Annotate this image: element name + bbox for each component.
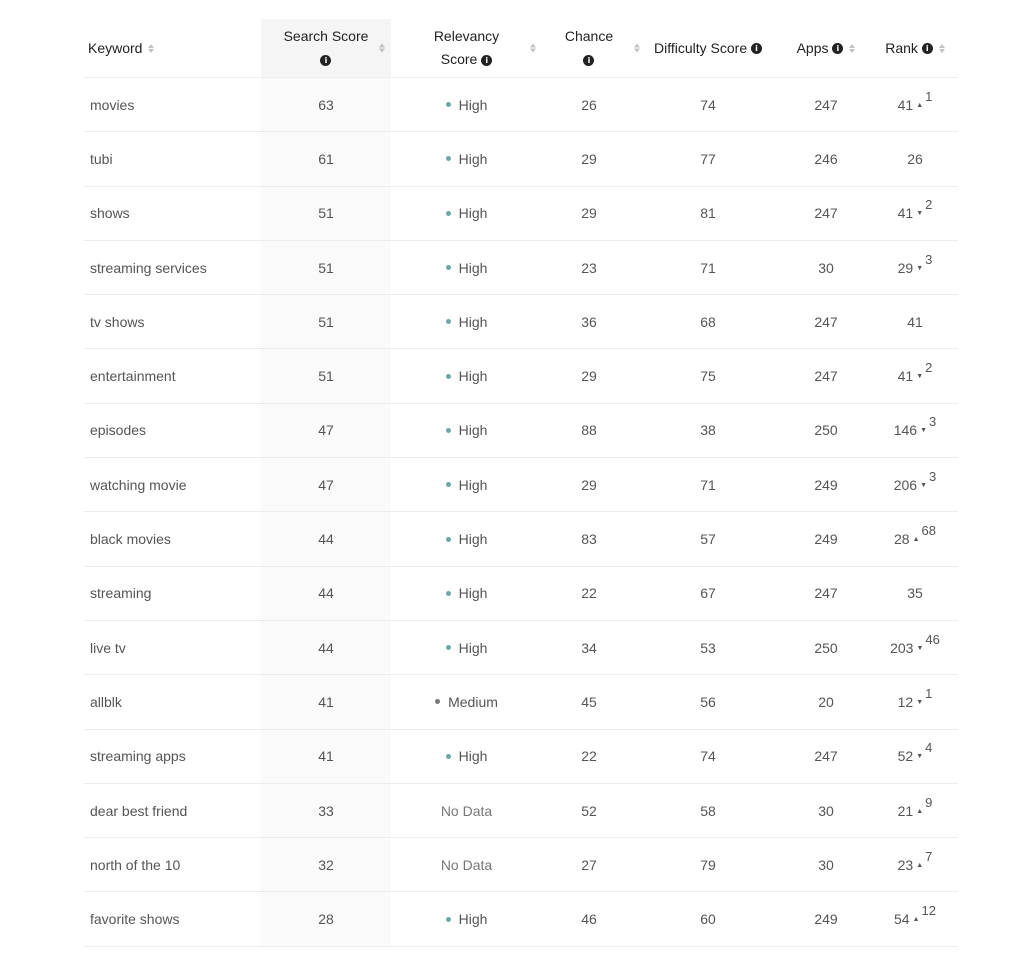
info-icon[interactable]: i [481,55,492,66]
relevancy-value: High [458,911,488,928]
relevancy-value: High [458,96,488,113]
rank-change: 7 [925,848,933,864]
difficulty-cell: 74 [700,748,716,765]
keyword-cell[interactable]: dear best friend [90,802,188,819]
sort-arrows-icon[interactable] [939,44,945,53]
apps-cell: 247 [814,205,838,222]
relevancy-cell [391,838,542,891]
keyword-cell[interactable]: tv shows [90,313,145,330]
relevancy-dot-icon [446,319,451,324]
chance-cell: 29 [581,368,597,385]
relevancy-dot-icon [446,102,451,107]
rank-cell [872,512,958,565]
relevancy-value: High [458,368,488,385]
relevancy-cell [391,784,542,837]
header-relevancy-label-line2: Score [440,51,478,67]
search-score-cell: 63 [261,78,391,131]
sort-arrows-icon[interactable] [148,44,154,53]
rank-value: 35 [907,585,923,602]
apps-cell: 247 [814,585,838,602]
difficulty-cell: 74 [700,96,716,113]
rank-cell [872,241,958,294]
keyword-cell[interactable]: streaming apps [90,748,186,765]
rank-value: 23 [897,856,914,873]
keyword-cell[interactable]: tubi [90,150,113,167]
chance-cell: 29 [581,476,597,493]
table-row[interactable] [84,458,958,512]
apps-cell: 247 [814,368,838,385]
caret-up-icon: ▲ [912,916,920,924]
rank-cell [872,349,958,402]
difficulty-cell: 68 [700,313,716,330]
rank-cell [872,784,958,837]
info-icon[interactable]: i [320,55,331,66]
relevancy-dot-icon [446,591,451,596]
rank-change: 1 [925,685,933,701]
rank-cell [872,132,958,185]
table-row[interactable] [84,241,958,295]
relevancy-cell [391,512,542,565]
table-row[interactable] [84,404,958,458]
rank-value: 54 [894,911,910,928]
apps-cell: 250 [814,422,838,439]
difficulty-cell: 53 [700,639,716,656]
sort-arrows-icon[interactable] [849,44,855,53]
relevancy-cell [391,458,542,511]
caret-down-icon: ▼ [916,264,924,272]
header-relevancy-label-line1: Relevancy [433,28,500,44]
chance-cell: 26 [581,96,597,113]
table-row[interactable] [84,784,958,838]
rank-cell [872,675,958,728]
relevancy-cell [391,404,542,457]
chance-cell: 46 [581,911,597,928]
keyword-table [84,19,958,947]
caret-down-icon: ▼ [920,427,928,435]
keyword-cell[interactable]: live tv [90,639,126,656]
chance-cell: 34 [581,639,597,656]
keyword-cell[interactable]: entertainment [90,368,176,385]
chance-cell: 83 [581,531,597,548]
rank-change: 68 [921,523,936,539]
search-score-cell: 44 [261,567,391,620]
header-difficulty-label: Difficulty Score [654,39,748,56]
table-row[interactable] [84,675,958,729]
relevancy-cell [391,892,542,945]
relevancy-dot-icon [446,537,451,542]
apps-cell: 247 [814,96,838,113]
rank-value: 41 [897,368,914,385]
search-score-cell: 51 [261,187,391,240]
difficulty-cell: 57 [700,531,716,548]
rank-value: 21 [897,802,914,819]
header-chance-label: Chance [564,28,614,44]
header-keyword[interactable] [84,19,261,77]
apps-cell: 249 [814,476,838,493]
relevancy-cell [391,567,542,620]
search-score-cell: 61 [261,132,391,185]
apps-cell: 20 [818,693,834,710]
rank-change: 4 [925,740,933,756]
chance-cell: 29 [581,205,597,222]
difficulty-cell: 71 [700,476,716,493]
caret-down-icon: ▼ [916,644,924,652]
relevancy-dot-icon [446,482,451,487]
rank-change: 3 [925,251,933,267]
relevancy-dot-icon [446,156,451,161]
caret-up-icon: ▲ [912,536,920,544]
relevancy-dot-icon [435,699,440,704]
rank-cell [872,295,958,348]
header-chance[interactable] [542,19,636,77]
relevancy-value: High [458,476,488,493]
apps-cell: 30 [818,259,834,276]
rank-change: 3 [929,414,937,430]
chance-cell: 27 [581,856,597,873]
caret-up-icon: ▲ [916,807,924,815]
relevancy-cell [391,187,542,240]
apps-cell: 247 [814,748,838,765]
relevancy-cell [391,621,542,674]
relevancy-value: High [458,313,488,330]
chance-cell: 88 [581,422,597,439]
rank-value: 28 [894,531,910,548]
relevancy-dot-icon [446,265,451,270]
header-apps[interactable] [780,19,872,77]
info-icon[interactable]: i [751,43,762,54]
rank-cell [872,187,958,240]
apps-cell: 247 [814,313,838,330]
table-row[interactable] [84,78,958,132]
difficulty-cell: 79 [700,856,716,873]
relevancy-cell [391,78,542,131]
difficulty-cell: 67 [700,585,716,602]
search-score-cell: 51 [261,241,391,294]
difficulty-cell: 38 [700,422,716,439]
relevancy-cell [391,132,542,185]
header-relevancy-score[interactable] [391,19,542,77]
keyword-cell[interactable]: allblk [90,693,122,710]
rank-cell [872,567,958,620]
search-score-cell: 41 [261,675,391,728]
keyword-cell[interactable]: episodes [90,422,147,439]
relevancy-value: High [458,531,488,548]
info-icon[interactable]: i [583,55,594,66]
table-row[interactable] [84,567,958,621]
header-apps-label: Apps [796,39,829,56]
apps-cell: 249 [814,531,838,548]
relevancy-cell [391,295,542,348]
keyword-cell[interactable]: favorite shows [90,911,180,928]
apps-cell: 250 [814,639,838,656]
difficulty-cell: 71 [700,259,716,276]
difficulty-cell: 75 [700,368,716,385]
rank-change: 46 [925,631,940,647]
header-rank-label: Rank [885,39,918,56]
chance-cell: 36 [581,313,597,330]
rank-value: 146 [893,422,918,439]
rank-change: 1 [925,88,933,104]
search-score-cell: 47 [261,458,391,511]
rank-value: 29 [897,259,914,276]
relevancy-dot-icon [446,428,451,433]
rank-value: 41 [897,96,914,113]
relevancy-value: High [458,259,488,276]
chance-cell: 22 [581,748,597,765]
relevancy-value: High [458,748,488,765]
relevancy-dot-icon [446,211,451,216]
caret-up-icon: ▲ [916,861,924,869]
relevancy-value: No Data [440,856,493,873]
search-score-cell: 32 [261,838,391,891]
search-score-cell: 33 [261,784,391,837]
table-body [84,78,958,947]
rank-value: 206 [893,476,918,493]
chance-cell: 23 [581,259,597,276]
caret-down-icon: ▼ [916,753,924,761]
rank-value: 41 [907,313,923,330]
header-search-score-label: Search Score [283,28,369,44]
rank-change: 2 [925,197,933,213]
relevancy-value: No Data [440,802,493,819]
apps-cell: 30 [818,802,834,819]
rank-cell [872,892,958,945]
relevancy-value: High [458,585,488,602]
rank-cell [872,838,958,891]
table-row[interactable] [84,838,958,892]
relevancy-value: High [458,205,488,222]
chance-cell: 29 [581,150,597,167]
header-rank[interactable] [872,19,958,77]
search-score-cell: 41 [261,730,391,783]
rank-change: 3 [929,468,937,484]
rank-cell [872,621,958,674]
rank-cell [872,730,958,783]
search-score-cell: 47 [261,404,391,457]
relevancy-value: High [458,150,488,167]
search-score-cell: 44 [261,512,391,565]
relevancy-dot-icon [446,374,451,379]
relevancy-value: High [458,639,488,656]
info-icon[interactable]: i [832,43,843,54]
relevancy-dot-icon [446,917,451,922]
search-score-cell: 51 [261,295,391,348]
apps-cell: 249 [814,911,838,928]
difficulty-cell: 56 [700,693,716,710]
table-row[interactable] [84,187,958,241]
caret-down-icon: ▼ [920,481,928,489]
rank-change: 12 [921,903,936,919]
rank-value: 26 [907,150,923,167]
header-search-score[interactable] [261,19,391,77]
sort-arrows-icon[interactable] [379,44,385,53]
table-row[interactable] [84,295,958,349]
search-score-cell: 51 [261,349,391,402]
rank-change: 9 [925,794,933,810]
sort-arrows-icon[interactable] [530,44,536,53]
keyword-cell[interactable]: north of the 10 [90,856,181,873]
rank-value: 12 [897,693,914,710]
rank-value: 203 [890,639,914,656]
relevancy-value: Medium [448,693,498,710]
rank-value: 41 [897,205,914,222]
rank-change: 2 [925,360,933,376]
apps-cell: 246 [814,150,838,167]
relevancy-cell [391,241,542,294]
keyword-cell[interactable]: movies [90,96,135,113]
table-row[interactable] [84,349,958,403]
table-row[interactable] [84,730,958,784]
relevancy-cell [391,349,542,402]
relevancy-dot-icon [446,754,451,759]
chance-cell: 22 [581,585,597,602]
difficulty-cell: 81 [700,205,716,222]
table-row[interactable] [84,892,958,946]
difficulty-cell: 58 [700,802,716,819]
caret-down-icon: ▼ [916,373,924,381]
rank-cell [872,458,958,511]
search-score-cell: 44 [261,621,391,674]
header-difficulty-score[interactable] [636,19,780,77]
relevancy-cell [391,730,542,783]
difficulty-cell: 77 [700,150,716,167]
relevancy-cell [391,675,542,728]
difficulty-cell: 60 [700,911,716,928]
keyword-cell[interactable]: streaming services [90,259,207,276]
chance-cell: 45 [581,693,597,710]
relevancy-value: High [458,422,488,439]
table-row[interactable] [84,132,958,186]
keyword-cell[interactable]: streaming [90,585,152,602]
header-keyword-label: Keyword [88,39,143,56]
rank-cell [872,78,958,131]
keyword-cell[interactable]: watching movie [90,476,187,493]
table-row[interactable] [84,512,958,566]
apps-cell: 30 [818,856,834,873]
caret-up-icon: ▲ [916,101,924,109]
table-header [84,19,958,78]
rank-cell [872,404,958,457]
table-row[interactable] [84,621,958,675]
caret-down-icon: ▼ [916,698,924,706]
rank-value: 52 [897,748,914,765]
relevancy-dot-icon [446,645,451,650]
caret-down-icon: ▼ [916,210,924,218]
keyword-cell[interactable]: black movies [90,531,171,548]
info-icon[interactable]: i [922,43,933,54]
chance-cell: 52 [581,802,597,819]
keyword-cell[interactable]: shows [90,205,130,222]
search-score-cell: 28 [261,892,391,945]
